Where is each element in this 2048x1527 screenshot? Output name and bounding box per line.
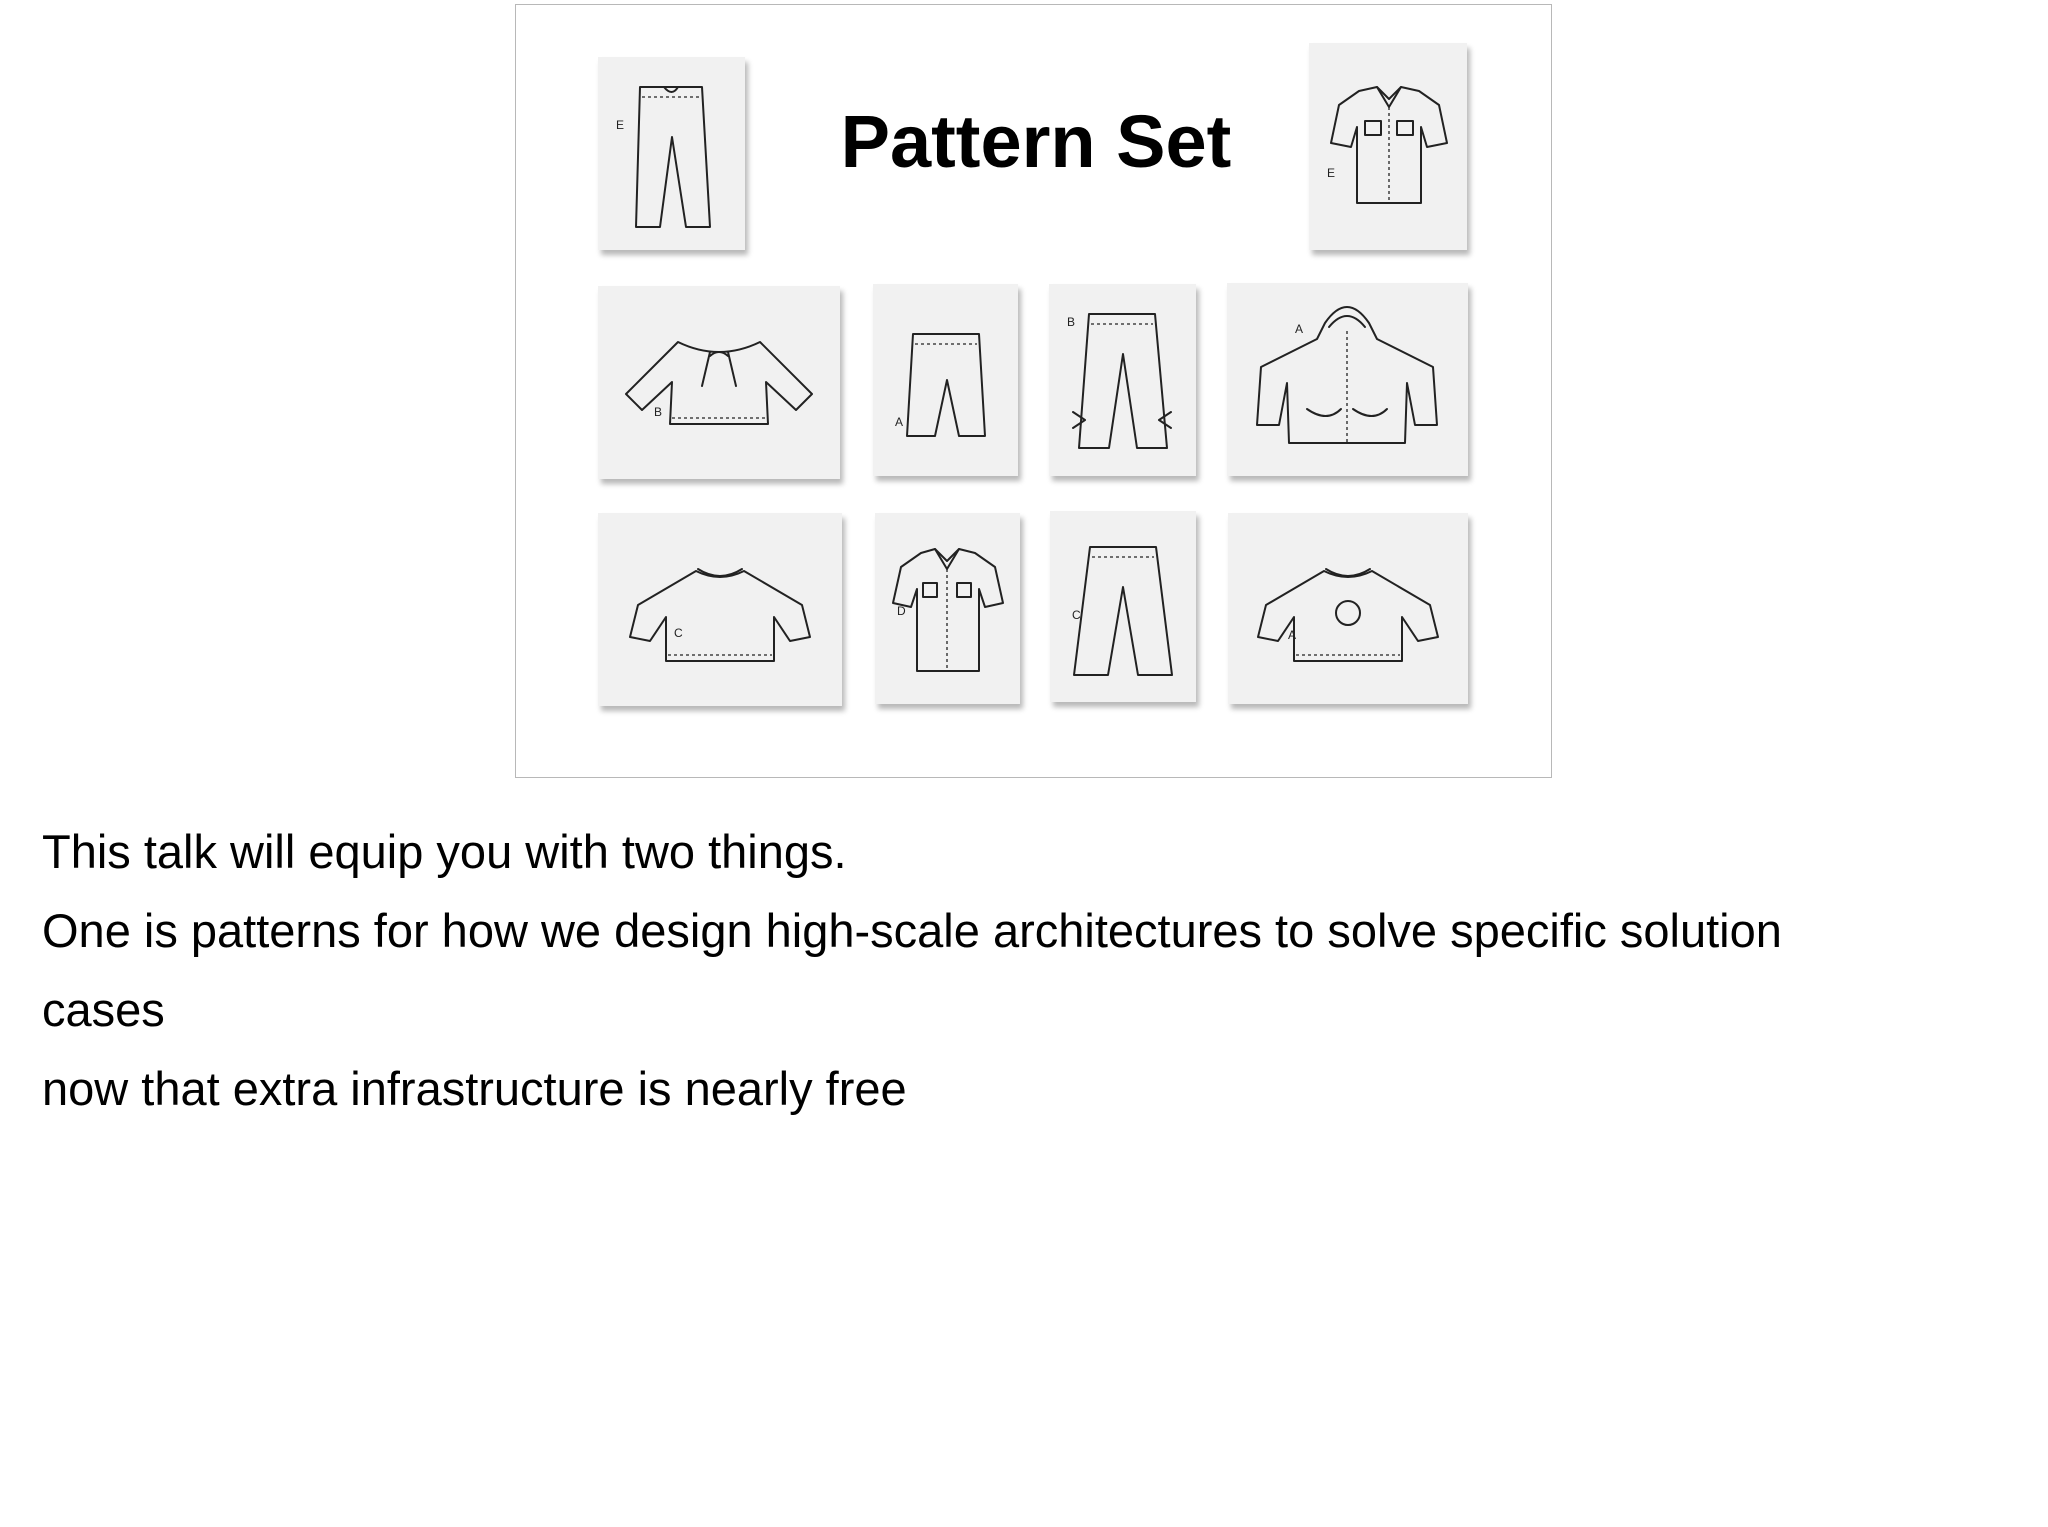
garment-card-trousers-e xyxy=(598,57,745,250)
peasant-top-icon xyxy=(598,286,840,479)
garment-card-hooded-jacket-a xyxy=(1227,283,1468,476)
garment-card-shirt-e xyxy=(1309,43,1467,250)
top-icon xyxy=(1228,513,1468,704)
shorts-icon xyxy=(873,284,1018,476)
speaker-notes xyxy=(42,812,2022,1128)
garment-letter: E xyxy=(1327,166,1336,180)
shirt-icon xyxy=(1309,43,1467,250)
garment-letter: C xyxy=(1072,608,1081,622)
trousers-icon xyxy=(598,57,745,250)
garment-letter: B xyxy=(654,405,663,419)
pants-icon xyxy=(1050,511,1196,702)
notes-line: now that extra infrastructure is nearly free xyxy=(42,1062,907,1115)
garment-card-pants-c xyxy=(1050,511,1196,702)
hooded-jacket-icon xyxy=(1227,283,1468,476)
pants-icon xyxy=(1049,284,1196,476)
notes-line: This talk will equip you with two things. xyxy=(42,825,847,878)
garment-letter: B xyxy=(1067,315,1076,329)
garment-card-shorts-a xyxy=(873,284,1018,476)
garment-letter: E xyxy=(616,118,625,132)
garment-letter: A xyxy=(1288,628,1297,642)
top-icon xyxy=(598,513,842,706)
slide-title: Pattern Set xyxy=(840,100,1232,183)
garment-letter: A xyxy=(895,415,904,429)
garment-card-top-c xyxy=(598,513,842,706)
shirt-icon xyxy=(875,513,1020,704)
notes-line: One is patterns for how we design high-scale architectures to solve specific solution xyxy=(42,904,1782,957)
garment-card-top-a xyxy=(1228,513,1468,704)
garment-letter: A xyxy=(1295,322,1304,336)
garment-card-pants-b xyxy=(1049,284,1196,476)
slide-preview xyxy=(515,4,1552,778)
garment-letter: C xyxy=(674,626,683,640)
garment-card-shirt-d xyxy=(875,513,1020,704)
notes-line: cases xyxy=(42,983,165,1036)
garment-letter: D xyxy=(897,604,906,618)
garment-card-peasant-top-b xyxy=(598,286,840,479)
